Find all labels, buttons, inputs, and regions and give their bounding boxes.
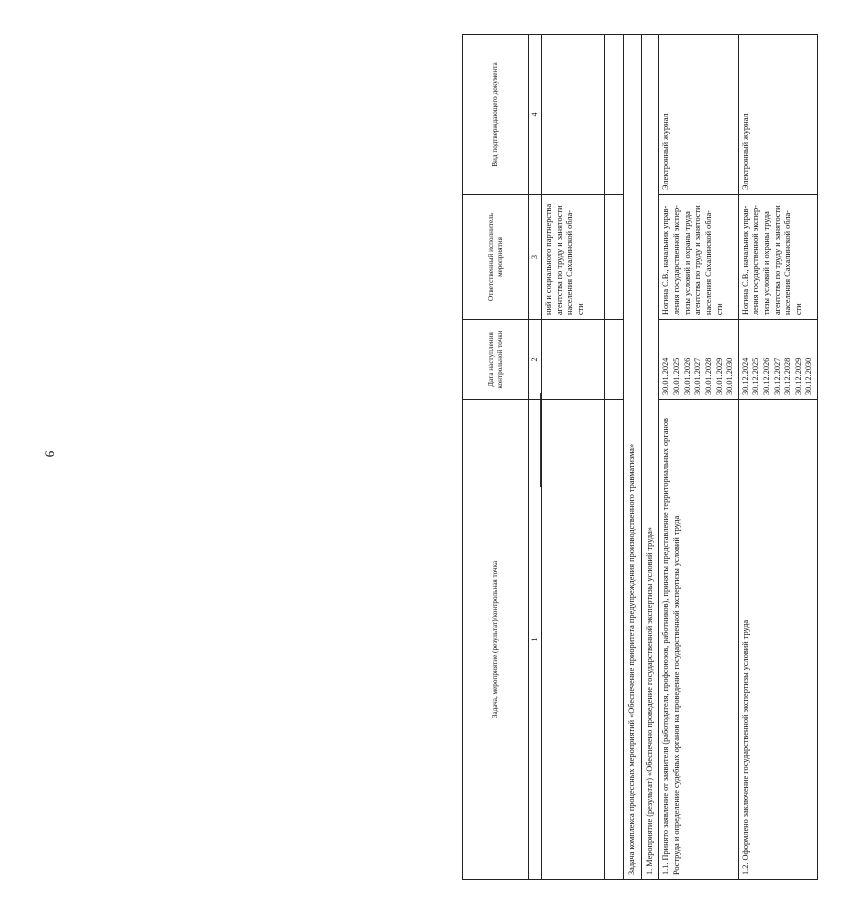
row-dates (659, 320, 738, 400)
date-value: 30.01.2029 (714, 357, 724, 395)
event-heading: 1. Мероприятие (результат) «Обеспечено проведение государственной экспертизы условий труда» (641, 35, 659, 880)
column-number-row (529, 35, 542, 880)
page-number: 9 (42, 450, 58, 458)
continuation-row (542, 35, 605, 880)
column-number: 1 (529, 400, 542, 880)
table-cell (542, 320, 605, 400)
column-number: 2 (529, 320, 542, 400)
date-value: 30.01.2025 (672, 357, 682, 395)
header-executor: Ответственный исполнитель мероприятия (463, 195, 529, 320)
date-value: 30.12.2028 (783, 357, 793, 395)
table-cell (542, 35, 605, 195)
column-number: 4 (529, 35, 542, 195)
date-value: 30.12.2026 (761, 357, 771, 395)
row-document: Электронный журнал (659, 35, 738, 195)
row-name: 1.1. Принято заявление от заявителя (работодателя, профсоюзов, работников), приняты представление территориальных органов Роструда и определение судебных органов на проведение государственной экспертизы условий труда (659, 400, 738, 880)
date-value: 30.12.2027 (772, 357, 782, 395)
control-points-table (462, 34, 818, 880)
table-cell (605, 320, 624, 400)
date-value: 30.12.2029 (793, 357, 803, 395)
task-heading: Задача комплекса процессных мероприятий «Обеспечение приоритета предупреждения производственного травматизма» (624, 35, 642, 880)
table-row (738, 35, 817, 880)
date-value: 30.01.2030 (725, 357, 735, 395)
event-heading-row (641, 35, 659, 880)
row-dates (738, 320, 817, 400)
blank-row (605, 35, 624, 880)
row-document: Электронный журнал (738, 35, 817, 195)
row-executor: Ногина С.В., начальник управ-ления государственной экспер-тизы условий и охраны труда агентства по труду и занятости населения Сахалинской обла-сти (659, 195, 738, 320)
task-heading-row (624, 35, 642, 880)
date-value: 30.12.2025 (751, 357, 761, 395)
rotated-table-wrapper (462, 35, 847, 880)
column-number: 3 (529, 195, 542, 320)
date-value: 30.12.2030 (804, 357, 814, 395)
date-value: 30.01.2027 (693, 357, 703, 395)
continuation-executor: ний и социального партнерства агентства по труду и занятости населения Сахалинской обла-сти (542, 195, 605, 320)
header-date: Дата наступления контрольной точки (463, 320, 529, 400)
date-value: 30.01.2024 (661, 357, 671, 395)
header-task: Задача, мероприятие (результат)/контрольная точка (463, 400, 529, 880)
header-row (463, 35, 529, 880)
table-cell (542, 400, 605, 880)
table-cell (605, 35, 624, 195)
date-value: 30.01.2028 (703, 357, 713, 395)
table-cell (605, 195, 624, 320)
date-value: 30.12.2024 (740, 357, 750, 395)
row-name: 1.2. Оформлено заключение государственной экспертизы условий труда (738, 400, 817, 880)
table-row (659, 35, 738, 880)
table-cell (605, 400, 624, 880)
date-value: 30.01.2026 (682, 357, 692, 395)
header-document: Вид подтверждающего документа (463, 35, 529, 195)
row-executor: Ногина С.В., начальник управ-ления государственной экспер-тизы условий и охраны труда агентства по труду и занятости населения Сахалинской обла-сти (738, 195, 817, 320)
